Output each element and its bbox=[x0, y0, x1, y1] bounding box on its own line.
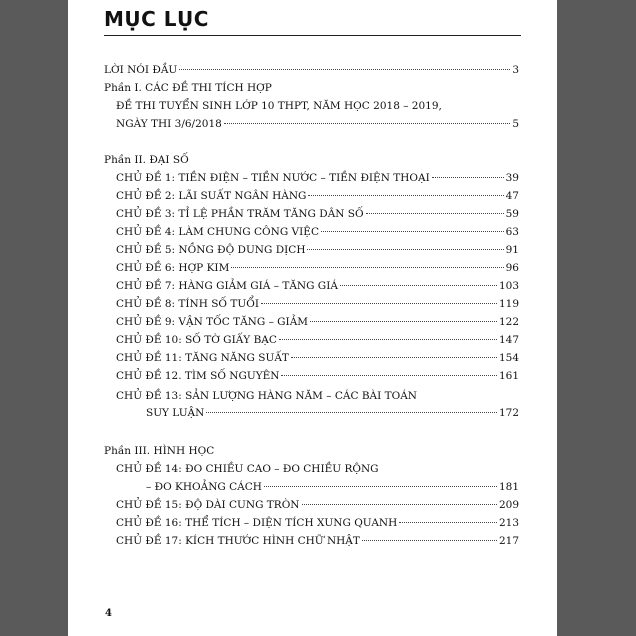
dot-leader bbox=[224, 123, 511, 124]
dot-leader bbox=[307, 249, 503, 250]
dot-leader bbox=[261, 303, 497, 304]
dot-leader bbox=[340, 285, 497, 286]
toc-entry-page: 122 bbox=[498, 316, 519, 328]
dot-leader bbox=[264, 486, 497, 487]
toc-entry-topic-13[interactable] bbox=[146, 406, 519, 420]
section-heading-part2: Phần II. ĐẠI SỐ bbox=[104, 154, 189, 166]
dot-leader bbox=[362, 540, 497, 541]
toc-entry-page: 209 bbox=[498, 499, 519, 511]
toc-entry-preface[interactable] bbox=[104, 63, 519, 77]
toc-entry-topic-14[interactable] bbox=[146, 480, 519, 494]
toc-entry-page: 3 bbox=[512, 64, 519, 76]
right-background-border bbox=[557, 0, 636, 636]
dot-leader bbox=[310, 321, 497, 322]
toc-entry-label: CHỦ ĐỀ 2: LÃI SUẤT NGÂN HÀNG bbox=[116, 190, 307, 202]
toc-entry-label: CHỦ ĐỀ 16: THỂ TÍCH – DIỆN TÍCH XUNG QUANH bbox=[116, 517, 398, 529]
toc-entry-label: NGÀY THI 3/6/2018 bbox=[116, 118, 222, 130]
toc-entry-topic-1[interactable] bbox=[116, 171, 519, 185]
toc-entry-exam[interactable] bbox=[116, 117, 519, 131]
toc-entry-page: 161 bbox=[498, 370, 519, 382]
toc-entry-label: CHỦ ĐỀ 15: ĐỘ DÀI CUNG TRÒN bbox=[116, 499, 300, 511]
toc-entry-label: SUY LUẬN bbox=[146, 407, 205, 419]
page-title: MỤC LỤC bbox=[104, 7, 209, 31]
book-page bbox=[68, 0, 557, 636]
dot-leader bbox=[432, 177, 504, 178]
toc-entry-topic-13-line1[interactable]: CHỦ ĐỀ 13: SẢN LƯỢNG HÀNG NĂM – CÁC BÀI TOÁN bbox=[116, 390, 417, 402]
toc-entry-page: 103 bbox=[498, 280, 519, 292]
dot-leader bbox=[291, 357, 497, 358]
toc-entry-label: CHỦ ĐỀ 12. TÌM SỐ NGUYÊN bbox=[116, 370, 280, 382]
dot-leader bbox=[279, 339, 497, 340]
toc-entry-topic-9[interactable] bbox=[116, 315, 519, 329]
toc-entry-label: CHỦ ĐỀ 9: VẬN TỐC TĂNG – GIẢM bbox=[116, 316, 309, 328]
dot-leader bbox=[399, 522, 497, 523]
toc-entry-page: 59 bbox=[505, 208, 519, 220]
toc-entry-label: CHỦ ĐỀ 7: HÀNG GIẢM GIÁ – TĂNG GIÁ bbox=[116, 280, 338, 292]
toc-entry-page: 172 bbox=[498, 407, 519, 419]
toc-entry-topic-14-line1[interactable]: CHỦ ĐỀ 14: ĐO CHIỀU CAO – ĐO CHIỀU RỘNG bbox=[116, 463, 379, 475]
left-background-border bbox=[0, 0, 68, 636]
dot-leader bbox=[179, 69, 510, 70]
toc-entry-label: CHỦ ĐỀ 11: TĂNG NĂNG SUẤT bbox=[116, 352, 289, 364]
toc-entry-page: 147 bbox=[498, 334, 519, 346]
dot-leader bbox=[231, 267, 503, 268]
page-number: 4 bbox=[105, 608, 112, 619]
dot-leader bbox=[321, 231, 504, 232]
toc-entry-topic-16[interactable] bbox=[116, 516, 519, 530]
toc-entry-topic-3[interactable] bbox=[116, 207, 519, 221]
toc-entry-page: 119 bbox=[498, 298, 519, 310]
toc-entry-topic-17[interactable] bbox=[116, 534, 519, 548]
section-heading-part1: Phần I. CÁC ĐỀ THI TÍCH HỢP bbox=[104, 82, 272, 94]
toc-entry-exam-line1[interactable]: ĐỀ THI TUYỂN SINH LỚP 10 THPT, NĂM HỌC 2018 – 2019, bbox=[116, 100, 442, 112]
toc-entry-topic-12[interactable] bbox=[116, 369, 519, 383]
toc-entry-page: 5 bbox=[512, 118, 519, 130]
toc-entry-topic-4[interactable] bbox=[116, 225, 519, 239]
toc-entry-page: 217 bbox=[498, 535, 519, 547]
toc-entry-page: 154 bbox=[498, 352, 519, 364]
toc-entry-topic-8[interactable] bbox=[116, 297, 519, 311]
toc-entry-topic-6[interactable] bbox=[116, 261, 519, 275]
toc-entry-page: 91 bbox=[505, 244, 519, 256]
toc-entry-label: CHỦ ĐỀ 1: TIỀN ĐIỆN – TIỀN NƯỚC – TIỀN ĐIỆN THOẠI bbox=[116, 172, 430, 184]
table-of-contents bbox=[68, 0, 557, 636]
toc-entry-label: CHỦ ĐỀ 8: TÍNH SỐ TUỔI bbox=[116, 298, 259, 310]
toc-entry-label: CHỦ ĐỀ 10: SỐ TỜ GIẤY BẠC bbox=[116, 334, 277, 346]
toc-entry-label: CHỦ ĐỀ 4: LÀM CHUNG CÔNG VIỆC bbox=[116, 226, 319, 238]
toc-entry-topic-10[interactable] bbox=[116, 333, 519, 347]
dot-leader bbox=[206, 412, 497, 413]
toc-entry-page: 39 bbox=[505, 172, 519, 184]
toc-entry-topic-11[interactable] bbox=[116, 351, 519, 365]
toc-entry-topic-5[interactable] bbox=[116, 243, 519, 257]
toc-entry-page: 181 bbox=[498, 481, 519, 493]
toc-entry-topic-7[interactable] bbox=[116, 279, 519, 293]
toc-entry-page: 213 bbox=[498, 517, 519, 529]
dot-leader bbox=[302, 504, 497, 505]
toc-entry-page: 47 bbox=[505, 190, 519, 202]
toc-entry-label: CHỦ ĐỀ 5: NỒNG ĐỘ DUNG DỊCH bbox=[116, 244, 306, 256]
toc-entry-topic-2[interactable] bbox=[116, 189, 519, 203]
toc-entry-topic-15[interactable] bbox=[116, 498, 519, 512]
dot-leader bbox=[308, 195, 503, 196]
dot-leader bbox=[366, 213, 504, 214]
toc-entry-label: – ĐO KHOẢNG CÁCH bbox=[146, 481, 262, 493]
toc-entry-label: CHỦ ĐỀ 17: KÍCH THƯỚC HÌNH CHỮ NHẬT bbox=[116, 535, 360, 547]
toc-entry-page: 63 bbox=[505, 226, 519, 238]
toc-entry-page: 96 bbox=[505, 262, 519, 274]
toc-entry-label: CHỦ ĐỀ 6: HỢP KIM bbox=[116, 262, 230, 274]
toc-entry-label: LỜI NÓI ĐẦU bbox=[104, 64, 178, 76]
section-heading-part3: Phần III. HÌNH HỌC bbox=[104, 445, 215, 457]
toc-entry-label: CHỦ ĐỀ 3: TỈ LỆ PHẦN TRĂM TĂNG DÂN SỐ bbox=[116, 208, 364, 220]
dot-leader bbox=[281, 375, 496, 376]
